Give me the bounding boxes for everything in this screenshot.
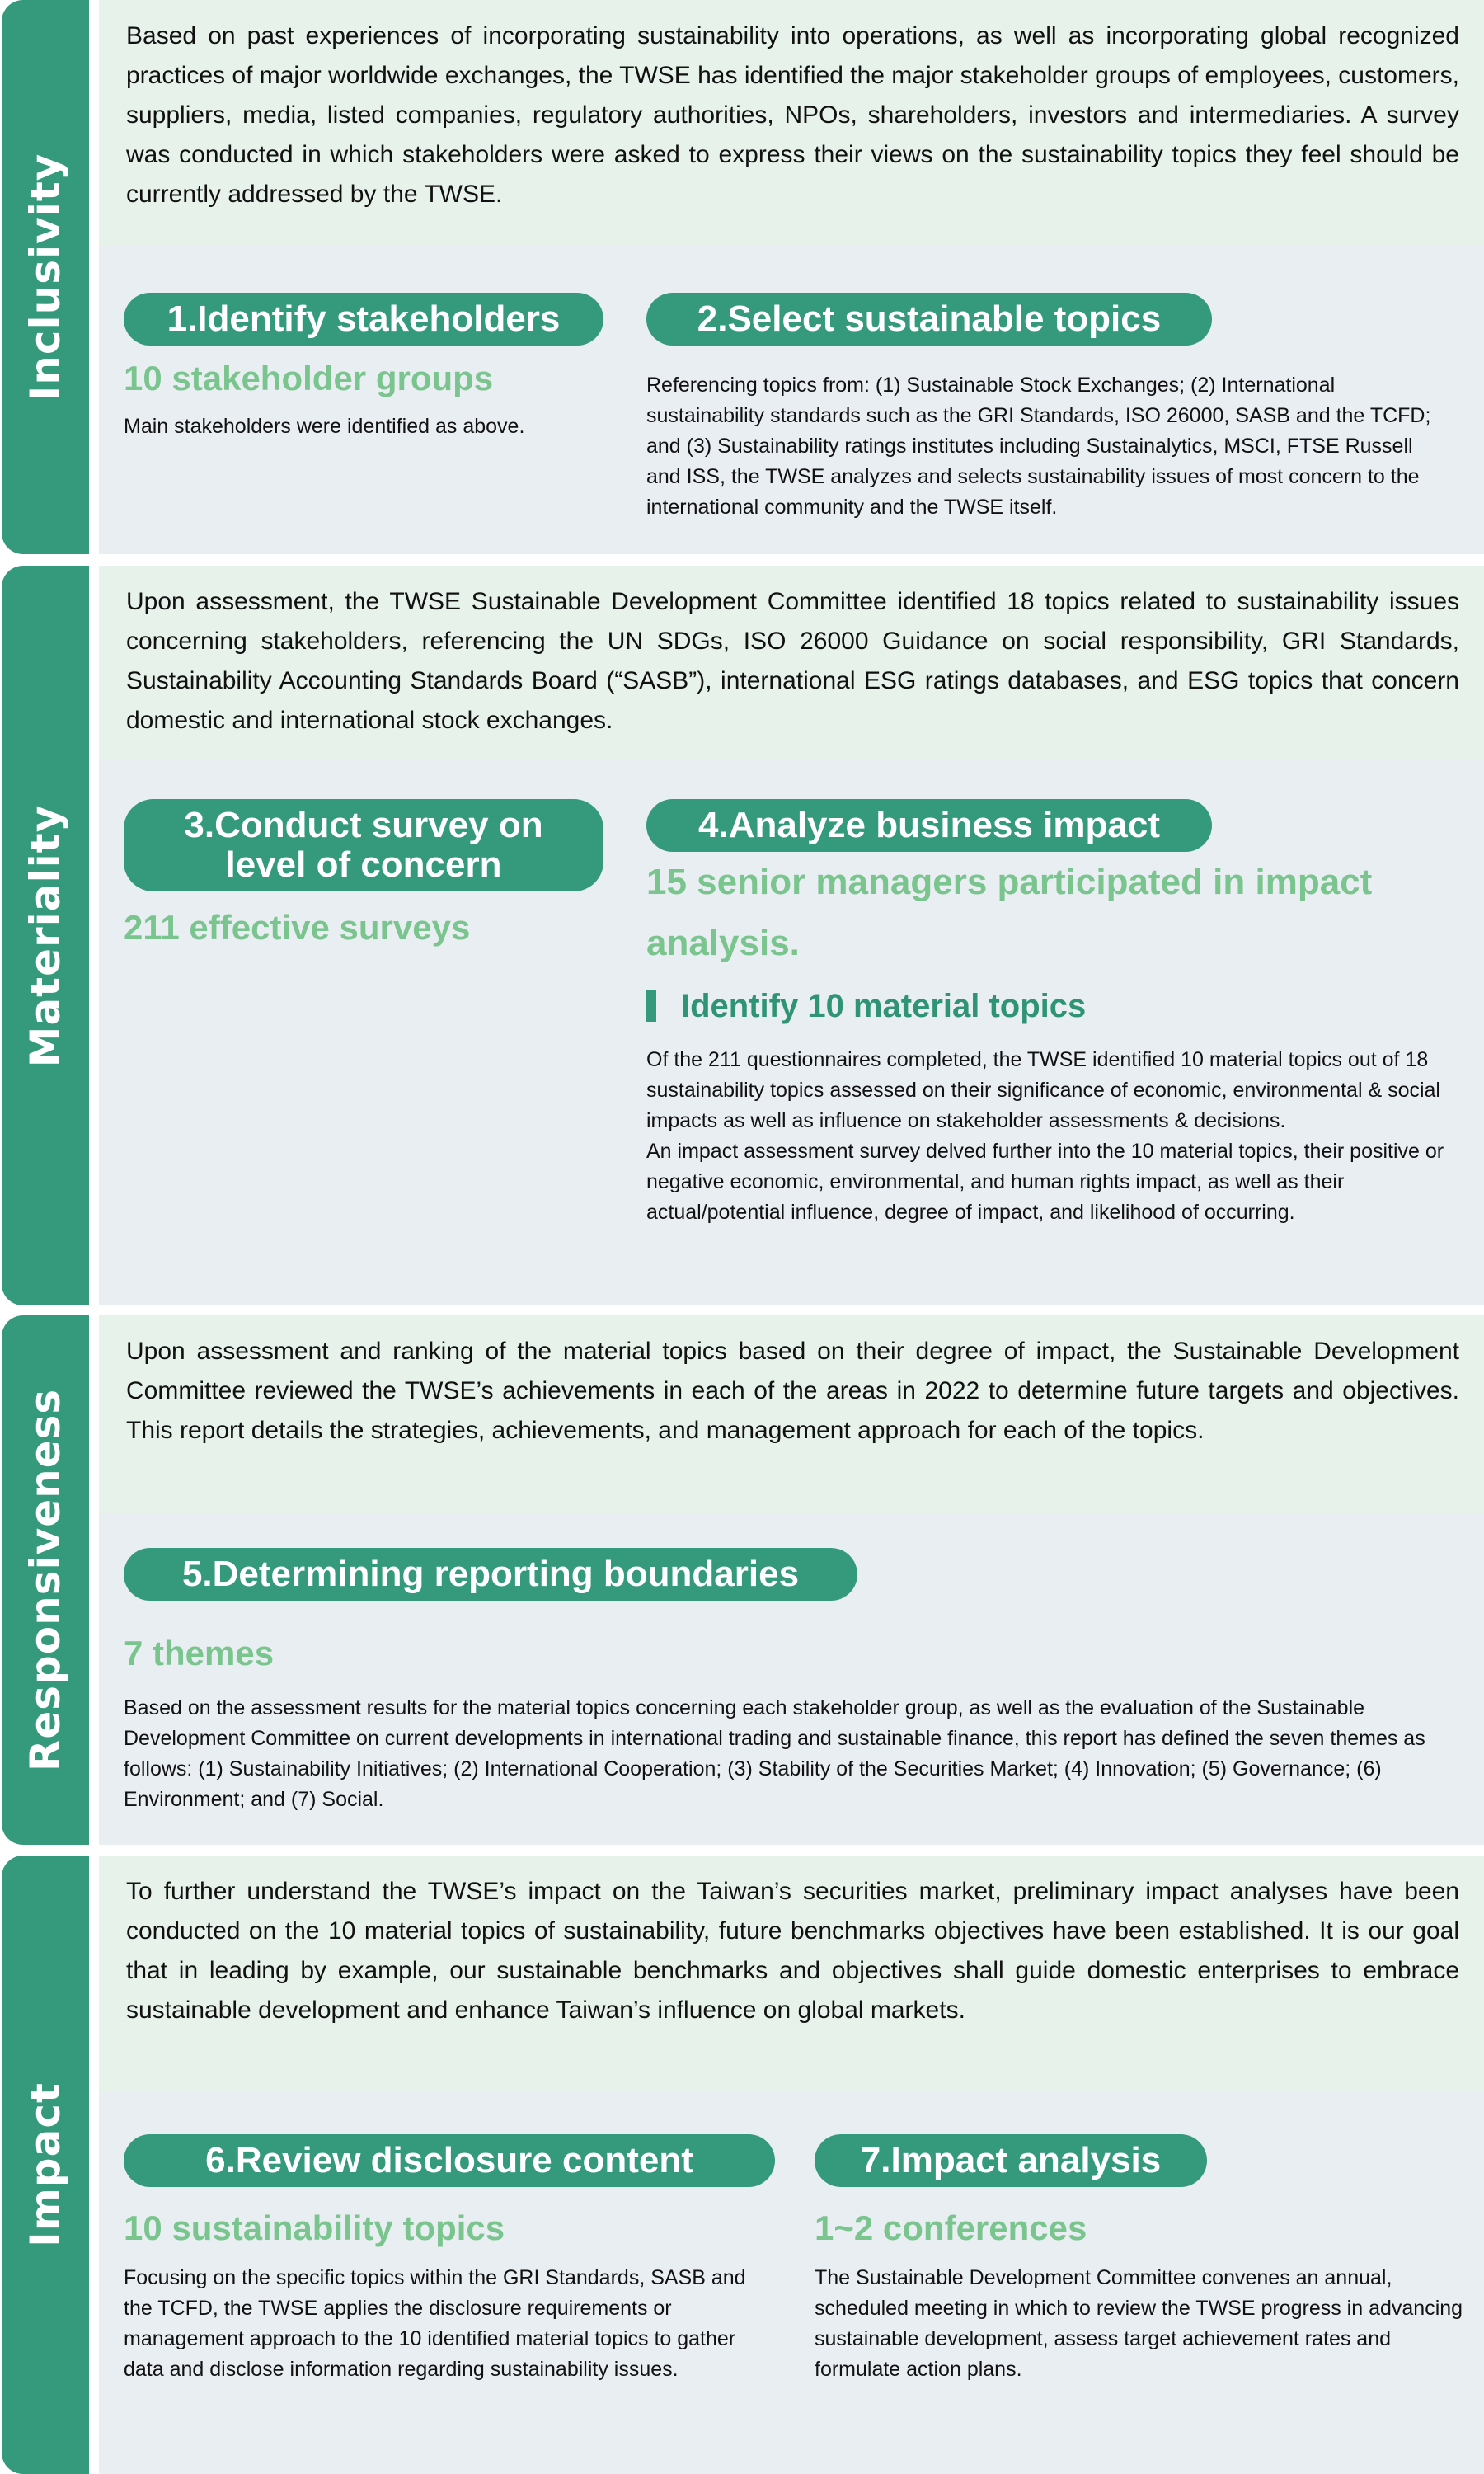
step-card (124, 2134, 800, 2385)
step-stat: 7 themes (124, 1634, 275, 1672)
section-content (99, 1856, 1484, 2474)
section-content (99, 566, 1484, 1305)
intro-block (99, 0, 1484, 246)
intro-block (99, 566, 1484, 759)
step-stat: 211 effective surveys (124, 908, 471, 947)
bullet-bar-icon (646, 990, 656, 1022)
step-text: The Sustainable Development Committee convenes an annual, scheduled meeting in which to review the TWSE progress in advancing sustainable development, assess target achievement rates and formulate action plans. (815, 2266, 1463, 2381)
intro-block (99, 1856, 1484, 2091)
section-materiality (0, 566, 1484, 1305)
step-text: Main stakeholders were identified as above. (124, 415, 525, 438)
intro-text: Upon assessment, the TWSE Sustainable Development Committee identified 18 topics related to sustainability issues concerning stakeholders, referencing the UN SDGs, ISO 26000 Guidance on social responsibility, GRI Standards, Sustainability Accounting Standards Board (“SASB”), international ESG ratings databases, and ESG topics that concern domestic and international stock exchanges. (126, 588, 1459, 734)
section-tab (2, 1315, 89, 1845)
section-content (99, 1315, 1484, 1845)
section-tab (2, 566, 89, 1305)
step-text-2: An impact assessment survey delved further into the 10 material topics, their positive or negative economic, environmental, and human rights impact, as well as their actual/potential influence, degree of impact, and likelihood of occurring. (646, 1140, 1444, 1224)
step-card (646, 799, 1471, 1228)
section-label: Materiality (21, 804, 69, 1067)
step-title: 2.Select sustainable topics (646, 293, 1212, 346)
step-stat: 15 senior managers participated in impact analysis. (646, 862, 1373, 963)
step-text: Focusing on the specific topics within the GRI Standards, SASB and the TCFD, the TWSE applies the disclosure requirements or management approach to the 10 identified material topics to gather data and disclose information regarding sustainability issues. (124, 2266, 746, 2381)
intro-text: Upon assessment and ranking of the material topics based on their degree of impact, the Sustainable Development Committee reviewed the TWSE’s achievements in each of the areas in 2022 to determine future targets and objectives. This report details the strategies, achievements, and management approach for each of the topics. (126, 1338, 1459, 1444)
subhead-text: Identify 10 material topics (681, 988, 1087, 1024)
step-card (124, 1548, 1476, 1815)
subhead (646, 985, 1471, 1027)
section-impact (0, 1856, 1484, 2474)
step-card (815, 2134, 1482, 2385)
step-title: 1.Identify stakeholders (124, 293, 603, 346)
step-card (124, 293, 610, 442)
step-card (124, 799, 610, 957)
step-title: 5.Determining reporting boundaries (124, 1548, 857, 1601)
step-title: 7.Impact analysis (815, 2134, 1207, 2187)
step-stat: 10 sustainability topics (124, 2208, 505, 2247)
intro-block (99, 1315, 1484, 1513)
section-tab (2, 1856, 89, 2474)
section-inclusivity (0, 0, 1484, 554)
intro-text: Based on past experiences of incorporating sustainability into operations, as well as incorporating global recognized practices of major worldwide exchanges, the TWSE has identified the major stakeholder groups of employees, customers, suppliers, media, listed companies, regulatory authorities, NPOs, shareholders, investors and intermediaries. A survey was conducted in which stakeholders were asked to express their views on the sustainability topics they feel should be currently addressed by the TWSE. (126, 22, 1459, 208)
section-label: Impact (21, 2082, 69, 2247)
intro-text: To further understand the TWSE’s impact on the Taiwan’s securities market, preliminary impact analyses have been conducted on the 10 material topics of sustainability, future benchmarks objectives have been established. It is our goal that in leading by example, our sustainable benchmarks and objectives shall guide domestic enterprises to embrace sustainable development and enhance Taiwan’s influence on global markets. (126, 1878, 1459, 2024)
step-text: Of the 211 questionnaires completed, the TWSE identified 10 material topics out of 18 sustainability topics assessed on their significance of economic, environmental & social impacts as well as influence on stakeholder assessments & decisions. (646, 1048, 1440, 1132)
section-responsiveness (0, 1315, 1484, 1845)
section-label: Responsiveness (21, 1388, 69, 1772)
step-text: Referencing topics from: (1) Sustainable Stock Exchanges; (2) International sustainability standards such as the GRI Standards, ISO 26000, SASB and the TCFD; and (3) Sustainability ratings institutes including Sustainalytics, MSCI, FTSE Russell and ISS, the TWSE analyzes and selects sustainability issues of most concern to the international community and the TWSE itself. (646, 374, 1431, 519)
step-text: Based on the assessment results for the material topics concerning each stakeholder group, as well as the evaluation of the Sustainable Development Committee on current developments in international trading and sustainable finance, this report has defined the seven themes as follows: (1) Sustainability Initiatives; (2) International Cooperation; (3) Stability of the Securities Market; (4) Innovation; (5) Governance; (6) Environment; and (7) Social. (124, 1696, 1425, 1811)
section-tab (2, 0, 89, 554)
step-stat: 1~2 conferences (815, 2208, 1087, 2247)
step-title: 3.Conduct survey on level of concern (124, 799, 603, 891)
step-card (646, 293, 1471, 523)
step-stat: 10 stakeholder groups (124, 359, 494, 397)
section-content (99, 0, 1484, 554)
section-label: Inclusivity (21, 153, 69, 402)
step-title: 6.Review disclosure content (124, 2134, 775, 2187)
step-title: 4.Analyze business impact (646, 799, 1212, 852)
